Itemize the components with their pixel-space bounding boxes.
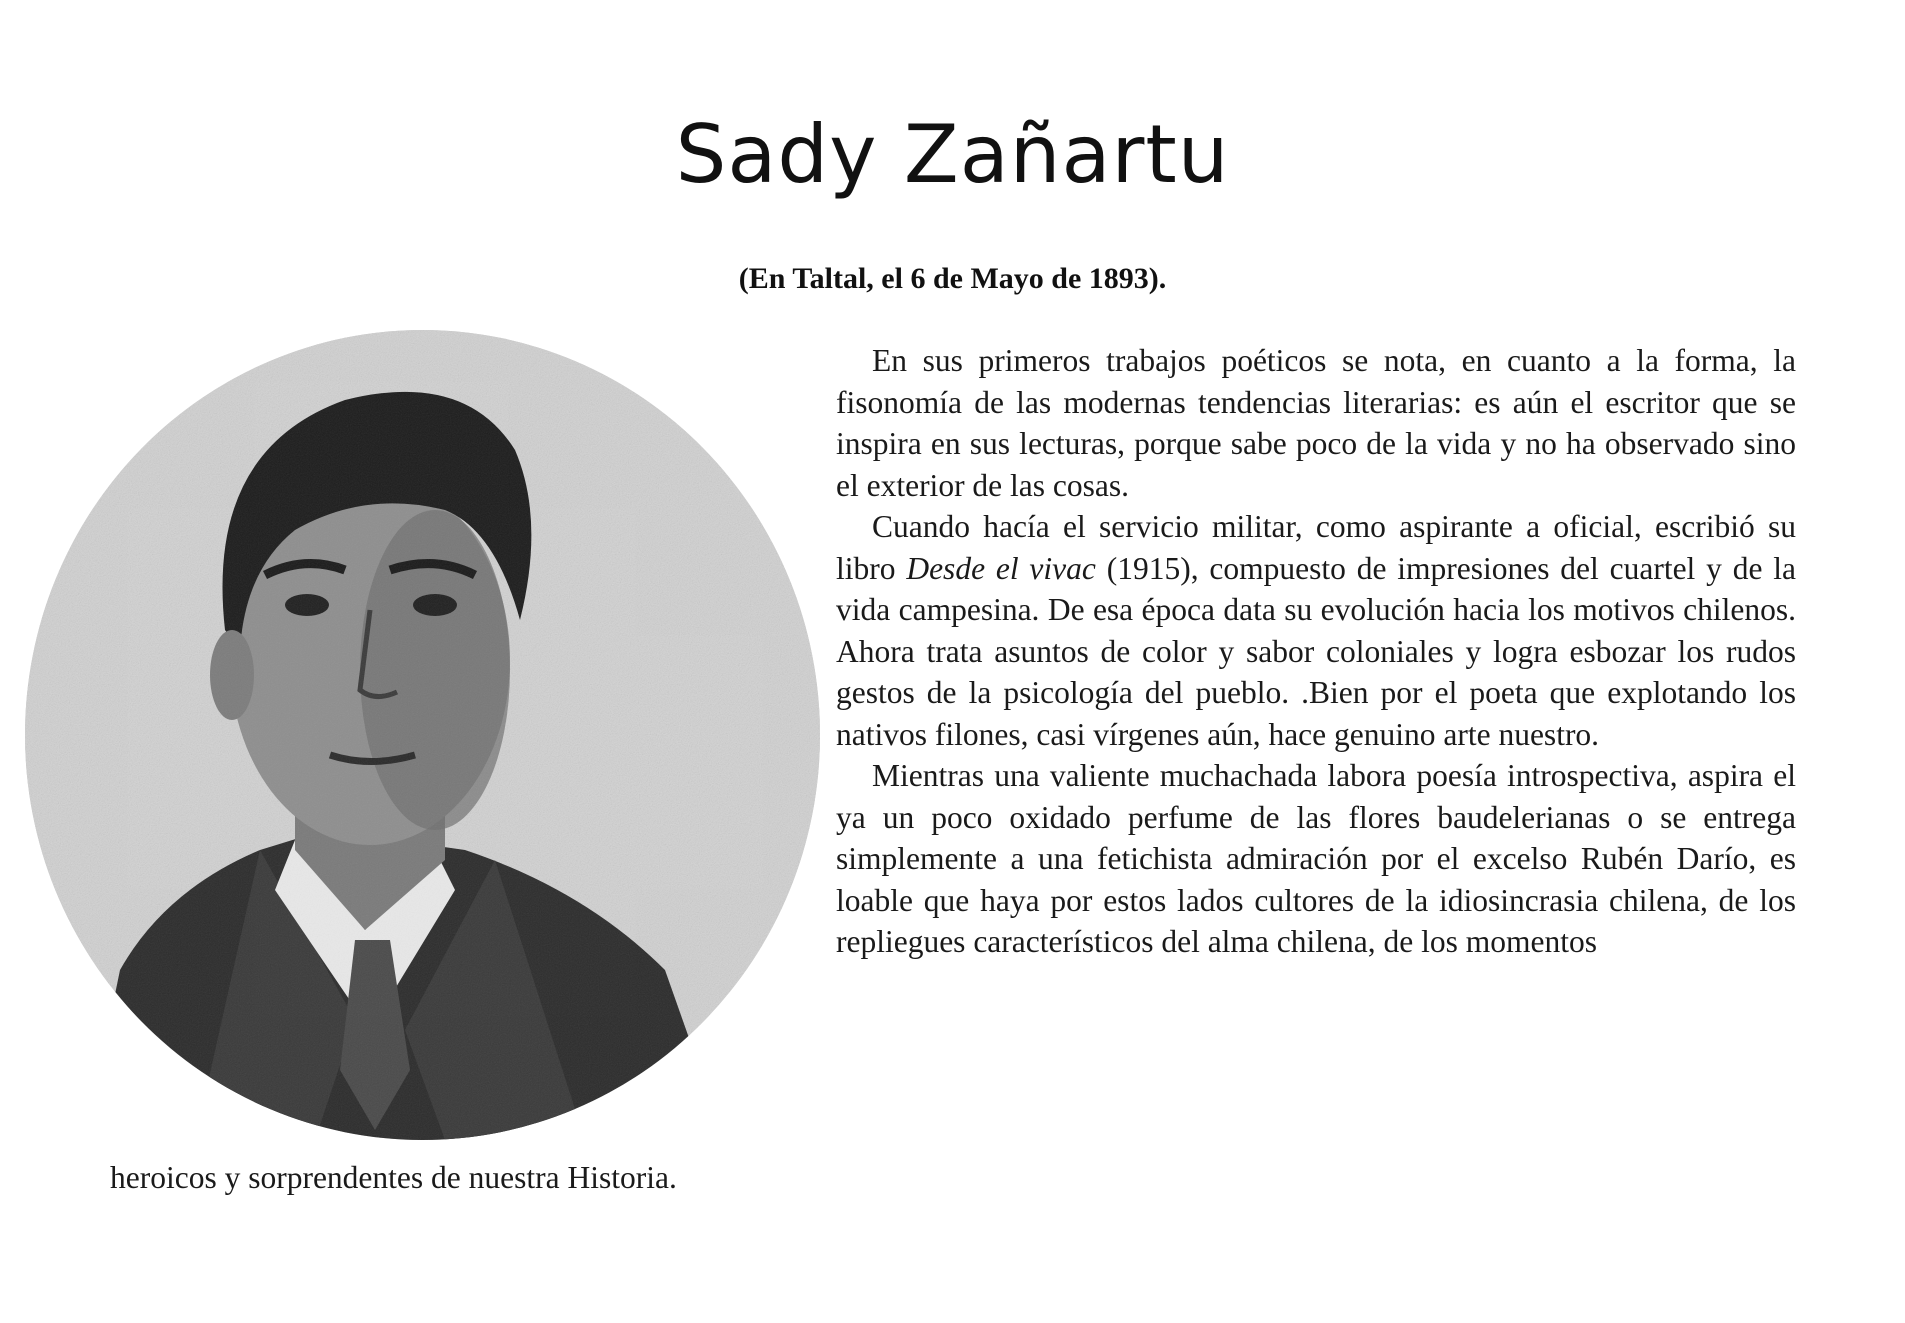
paragraph-2-part-2: (1915), compuesto de impresiones del cuartel y de la vida campesina. De esa época data su evolución hacia los motivos chilenos. Ahora trata asuntos de color y sabor coloniales y logra esbozar los rudos gestos de la psicología del pueblo. .Bien por el poeta que explotando los nativos filones, casi vírgenes aún, hace genuino arte nuestro. — [836, 550, 1797, 752]
paragraph-3-tail: heroicos y sorprendentes de nuestra Historia. — [110, 1160, 677, 1195]
biography-text — [836, 340, 1796, 963]
paragraph-3: Mientras una valiente muchachada labora poesía introspectiva, aspira el ya un poco oxidado perfume de las flores baudelerianas o se entrega simplemente a una fetichista admiración por el excelso Rubén Darío, es loable que haya por estos lados cultores de la idiosincrasia chilena, de los repliegues característicos del alma chilena, de los momentos — [836, 758, 1796, 959]
paragraph-2-part-1: Cuando hacía el servicio militar, como aspirante a oficial, escribió su libro — [836, 509, 1796, 586]
book-title: Desde el vivac — [906, 550, 1096, 586]
paragraph-2 — [836, 506, 1796, 755]
portrait-photo — [25, 330, 820, 1140]
birth-info-subtitle: (En Taltal, el 6 de Mayo de 1893). — [738, 262, 1167, 295]
page-title: Sady Zañartu — [675, 108, 1230, 201]
portrait-illustration — [25, 330, 820, 1140]
paragraph-1: En sus primeros trabajos poéticos se nota, en cuanto a la forma, la fisonomía de las modernas tendencias literarias: es aún el escritor que se inspira en sus lecturas, porque sabe poco de la vida y no ha observado sino el exterior de las cosas. — [836, 343, 1796, 503]
